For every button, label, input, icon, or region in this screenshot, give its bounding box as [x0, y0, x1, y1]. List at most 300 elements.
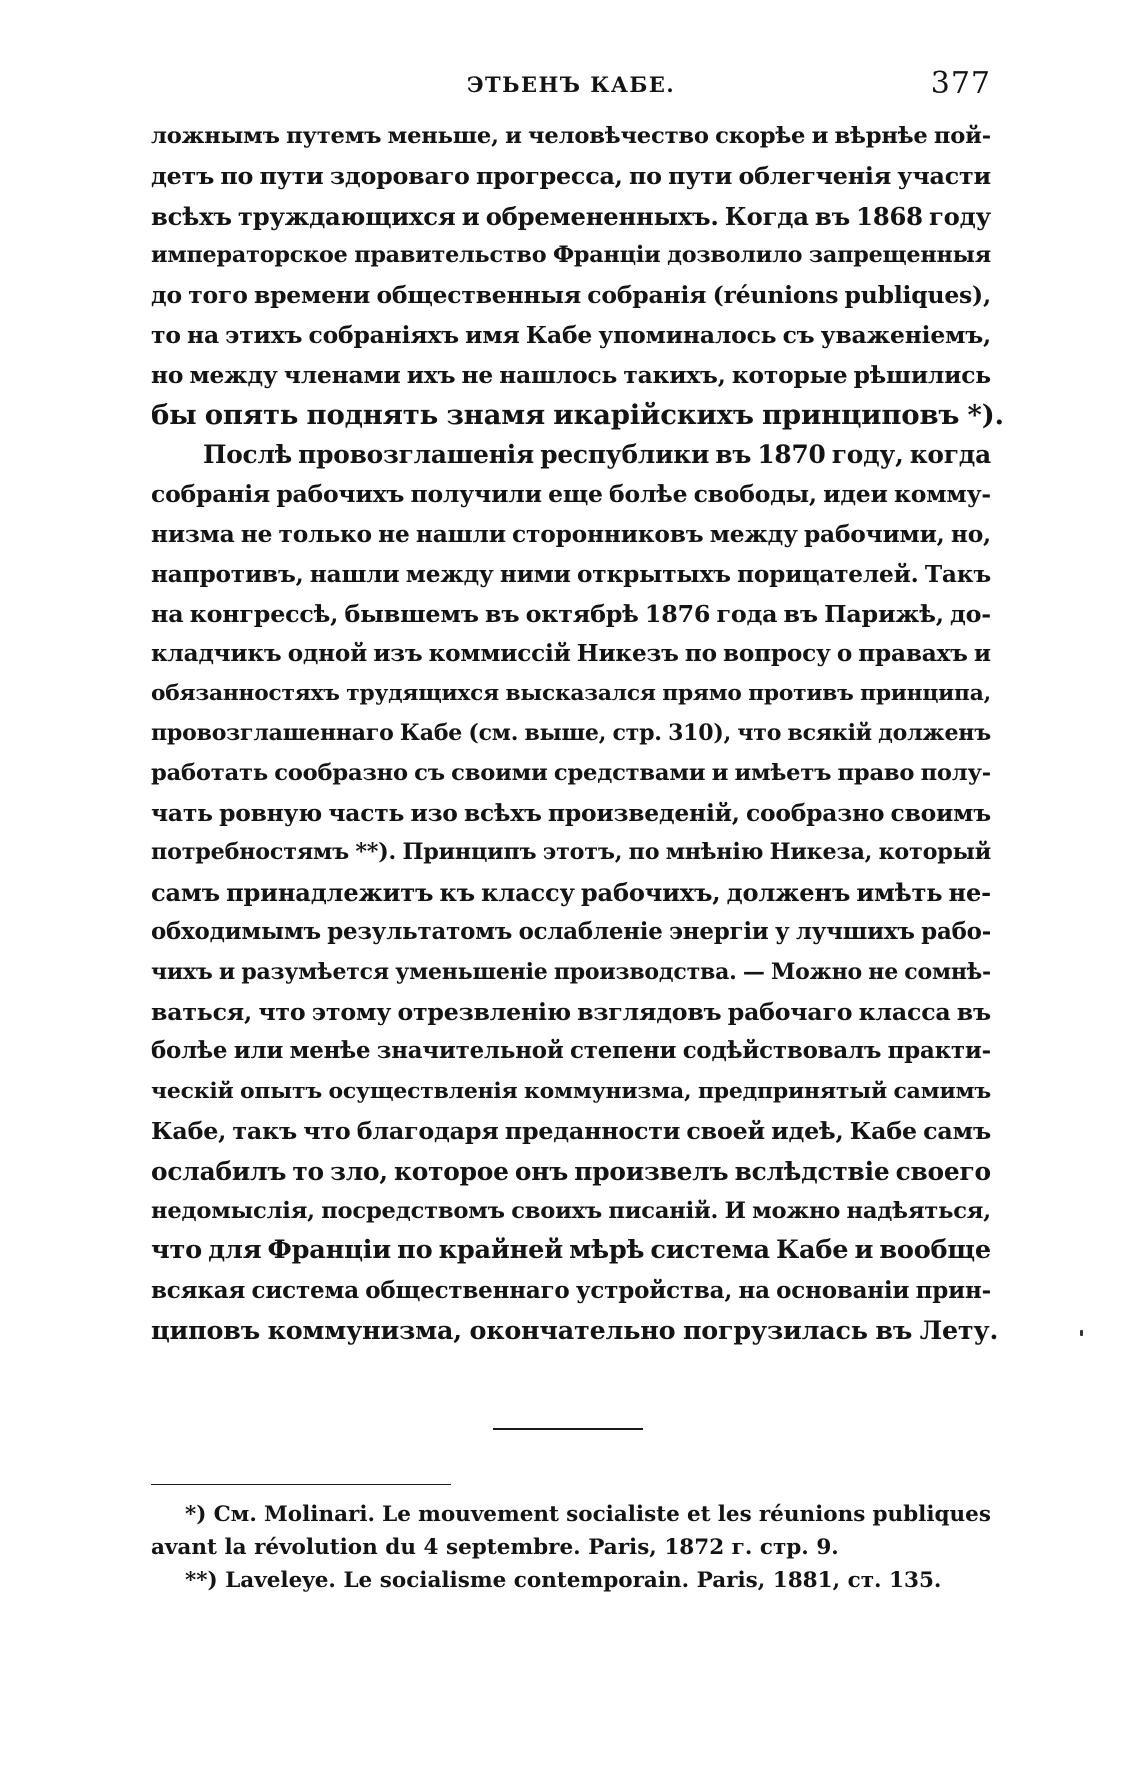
word: предпринятый [697, 1078, 888, 1105]
text-line [151, 1112, 991, 1152]
word: уменьшеніе [395, 958, 548, 985]
word: детъ [151, 161, 215, 190]
word: рабочаго [727, 997, 853, 1026]
word: обремененныхъ. [485, 201, 719, 231]
word: не [378, 520, 410, 548]
word: принадлежитъ [226, 878, 434, 908]
text-line [151, 794, 991, 834]
word: ческій [151, 1078, 234, 1105]
word: всѣхъ [463, 798, 542, 827]
word: ними [499, 560, 571, 588]
word: и [854, 1235, 874, 1266]
word: Кабе [525, 320, 593, 349]
word: право [837, 759, 915, 786]
word: того [188, 281, 248, 310]
text-line [151, 714, 991, 754]
text-line [151, 117, 991, 157]
word: посредствомъ [321, 1197, 505, 1224]
word: ослабилъ [151, 1156, 287, 1186]
word: одной [287, 640, 368, 668]
word: собранія [151, 480, 271, 509]
word: упоминалось [598, 320, 777, 349]
word: этихъ [225, 320, 303, 349]
word: долженъ [726, 878, 851, 908]
word: по [684, 640, 717, 668]
text-line [151, 674, 991, 714]
word: потребностямъ [151, 839, 350, 866]
word: система [251, 1277, 359, 1305]
word: мнѣнію [665, 839, 764, 866]
word: икарійскихъ [553, 398, 754, 431]
word: опытъ [239, 1078, 322, 1105]
text-line [151, 396, 1004, 436]
word: средствами [553, 759, 706, 786]
word: участи [897, 161, 991, 190]
running-title: ЭТЬЕНЪ КАБЕ. [466, 72, 676, 97]
section-end-rule [493, 1428, 643, 1430]
word: Никезъ [576, 640, 679, 668]
footnotes [151, 1498, 991, 1597]
word: система [650, 1235, 770, 1266]
word: скорѣе [715, 123, 806, 149]
word: Франціи [267, 1235, 392, 1266]
word: идеи [823, 480, 888, 509]
word: съ [782, 320, 815, 349]
word: осуществленія [328, 1078, 518, 1105]
text-line [151, 157, 991, 197]
word: такихъ, [623, 360, 726, 389]
word: въ [485, 599, 520, 628]
word: значительной [376, 1038, 564, 1065]
word: рабочими, [803, 520, 945, 548]
word: опять [204, 398, 299, 431]
word: вѣрнѣе [834, 123, 928, 149]
word: по [628, 839, 660, 866]
word: Le [382, 1502, 411, 1527]
word: contemporain. [513, 1568, 690, 1593]
word: идеѣ, [771, 1116, 844, 1145]
word: въ [783, 599, 818, 628]
word: socialiste [566, 1502, 680, 1527]
word: напротивъ, [151, 560, 304, 588]
text-line [151, 435, 991, 475]
word: 4 [423, 1535, 439, 1560]
word: по [220, 161, 254, 190]
word: получили [410, 480, 542, 509]
word: отрезвленію [397, 997, 571, 1026]
word: запрещенныя [808, 242, 991, 269]
word: полу- [920, 759, 991, 786]
text-line [151, 833, 991, 873]
word: года [716, 599, 778, 628]
word: императорское [151, 242, 348, 269]
word: Paris, [588, 1535, 657, 1560]
word: 9. [816, 1535, 839, 1560]
word: les [717, 1502, 752, 1527]
word: *). [967, 398, 1004, 431]
word: собраніяхъ [308, 320, 459, 349]
word: порицателей. [737, 560, 919, 588]
word: до- [950, 599, 991, 628]
word: съ [414, 759, 445, 786]
text-line [151, 873, 991, 913]
text-line [151, 595, 991, 635]
word: рабочихъ, [580, 878, 721, 908]
word: вслѣдствіе [734, 1156, 890, 1186]
word: 1868 [856, 201, 923, 231]
word: Принципъ [402, 839, 537, 866]
word: въ [956, 997, 991, 1026]
word: пой- [933, 123, 991, 149]
word: лучшихъ [795, 918, 915, 945]
word: сторонниковъ [512, 520, 704, 548]
word: между [189, 360, 278, 389]
word: республики [540, 440, 710, 470]
word: Кабе, [151, 1116, 227, 1145]
word: облегченія [738, 161, 892, 190]
word: крайней [438, 1235, 563, 1266]
word: такъ [232, 1116, 298, 1145]
word: но [151, 360, 184, 389]
word: болѣе [151, 1038, 228, 1065]
word: своего [895, 1156, 991, 1186]
word: имѣть [856, 878, 943, 908]
text-line [151, 1032, 991, 1072]
word: ваться, [151, 997, 253, 1026]
word: septembre. [445, 1535, 581, 1560]
word: самъ [151, 878, 220, 908]
word: не [240, 520, 273, 548]
word: году, [831, 440, 904, 470]
word: не- [948, 878, 991, 908]
word: прин- [915, 1277, 991, 1305]
word: поднять [306, 398, 439, 431]
word: принциповъ [761, 398, 960, 431]
word: ложнымъ [151, 123, 280, 149]
word: открытыхъ [577, 560, 731, 588]
word: своей [686, 1116, 765, 1145]
word: надѣяться, [846, 1197, 991, 1224]
word: результатомъ [327, 918, 513, 945]
word: степени [570, 1038, 677, 1065]
word: разумѣется [241, 958, 389, 985]
word: 1876 [644, 599, 711, 628]
word: самимъ [893, 1078, 991, 1105]
word: коммунизма, [524, 1078, 692, 1105]
text-line [151, 993, 991, 1033]
word: стр. [612, 719, 662, 746]
word: своими [451, 759, 548, 786]
word: по [397, 1235, 433, 1266]
word: См. [213, 1502, 257, 1527]
word: Кабе [776, 1235, 849, 1266]
word: между [405, 560, 494, 588]
word: изъ [373, 640, 423, 668]
word: (см. [468, 719, 519, 746]
text-line [151, 356, 991, 396]
word: конгрессѣ, [189, 599, 339, 628]
word: этотъ, [542, 839, 623, 866]
word: mouvement [418, 1502, 559, 1527]
word: правахъ [858, 640, 968, 668]
word: ровную [219, 798, 323, 827]
word: **). [355, 839, 397, 866]
word: сообразно [274, 759, 408, 786]
word: рабо- [921, 918, 991, 945]
word: изо [410, 798, 458, 827]
text-line [151, 913, 991, 953]
word: высказался [505, 681, 656, 707]
word: всякая [151, 1277, 246, 1305]
word: на [151, 599, 184, 628]
word: долженъ [878, 719, 991, 746]
word: для [208, 1235, 262, 1266]
word: publiques), [844, 281, 991, 310]
text-line [151, 1192, 991, 1232]
word: пути [668, 161, 733, 190]
word: или [233, 1038, 284, 1065]
word: обходимымъ [151, 918, 321, 945]
word: 310), [668, 719, 732, 746]
footnote-separator-rule [151, 1484, 451, 1485]
word: уваженіемъ, [820, 320, 991, 349]
word: réunions [758, 1502, 866, 1527]
word: и [973, 640, 991, 668]
word: нашли [309, 560, 400, 588]
word: чать [151, 798, 213, 827]
page-number: 377 [930, 66, 991, 101]
word: класса [858, 997, 951, 1026]
word: знамя [446, 398, 546, 431]
word: И [724, 1197, 746, 1224]
word: коммиссій [428, 640, 571, 668]
word: можно [752, 1197, 841, 1224]
word: на [738, 1277, 770, 1305]
word: пути [259, 161, 324, 190]
word: комму- [894, 480, 991, 509]
print-speck [1080, 1330, 1083, 1336]
word: общественныя [376, 281, 581, 310]
word: низма [151, 520, 235, 548]
word: собранія [587, 281, 707, 310]
word: рабочихъ [276, 480, 405, 509]
word: принципа, [860, 681, 991, 707]
word: трудящихся [346, 681, 499, 707]
word: 1870 [757, 440, 826, 470]
word: онъ [514, 1156, 569, 1186]
word: писаній. [608, 1197, 719, 1224]
word: который [878, 839, 991, 866]
text-line [151, 276, 991, 316]
text-line [151, 1231, 991, 1271]
word: et [686, 1502, 711, 1527]
word: когда [909, 440, 991, 470]
word: вопросу [723, 640, 831, 668]
word: du [385, 1535, 416, 1560]
word: выше, [524, 719, 607, 746]
word: самъ [923, 1116, 991, 1145]
word: имя [465, 320, 520, 349]
word: чихъ [151, 958, 213, 985]
word: — [742, 958, 765, 985]
word: 135. [889, 1568, 942, 1593]
word: еще [548, 480, 603, 509]
word: Франціи [552, 242, 661, 269]
word: менѣе [289, 1038, 371, 1065]
word: путемъ [286, 123, 382, 149]
word: Такъ [924, 560, 991, 588]
word: по [628, 161, 662, 190]
word: къ [439, 878, 475, 908]
word: членами [283, 360, 401, 389]
word: въ [814, 201, 850, 231]
word: энергіи [669, 918, 769, 945]
word: Le [343, 1568, 373, 1593]
word: прямо [662, 681, 742, 707]
word: содѣйствовалъ [682, 1038, 882, 1065]
text-line [151, 197, 991, 237]
word: ст. [847, 1568, 882, 1593]
word: кладчикъ [151, 640, 282, 668]
word: Кабе [849, 1116, 917, 1145]
word: основаніи [776, 1277, 910, 1305]
word: произвелъ [574, 1156, 729, 1186]
word: зло, [330, 1156, 388, 1186]
word: между [709, 520, 798, 548]
word: что [303, 1116, 351, 1145]
word: что [737, 719, 782, 746]
word: не [868, 958, 898, 985]
word: Molinari. [263, 1502, 376, 1527]
word: общественнаго [365, 1277, 570, 1305]
word: и [711, 759, 729, 786]
word: *) [185, 1502, 207, 1527]
word: прогресса, [475, 161, 623, 190]
word: Никеза, [769, 839, 873, 866]
word: благодаря [356, 1116, 499, 1145]
word: (réunions [712, 281, 839, 310]
word: рѣшились [853, 360, 991, 389]
word: недомыслія, [151, 1197, 315, 1224]
word: устройства, [575, 1277, 733, 1305]
word: и [505, 123, 522, 149]
word: своимъ [890, 798, 991, 827]
word: циповъ [151, 1314, 260, 1345]
word: преданности [504, 1116, 681, 1145]
word: бывшемъ [344, 599, 479, 628]
word: Лету. [919, 1314, 999, 1345]
word: произведеній, [547, 798, 740, 827]
word: Парижѣ, [824, 599, 944, 628]
word: и [218, 958, 236, 985]
body-text [151, 117, 1004, 1351]
word: ихъ [406, 360, 456, 389]
word: которые [731, 360, 848, 389]
word: socialisme [379, 1568, 507, 1593]
word: о [836, 640, 853, 668]
word: то [292, 1156, 324, 1186]
word: до [151, 281, 182, 310]
word: времени [253, 281, 371, 310]
word: и [461, 201, 480, 231]
word: ослабленіе [518, 918, 663, 945]
word: свободы, [693, 480, 817, 509]
text-line [151, 515, 991, 555]
word: révolution [254, 1535, 378, 1560]
word: г. [731, 1535, 753, 1560]
word: обязанностяхъ [151, 681, 340, 707]
text-line [151, 236, 991, 276]
word: и [811, 123, 829, 149]
text-line [151, 1271, 991, 1311]
footnote-line [151, 1531, 991, 1564]
word: вообще [879, 1235, 991, 1266]
text-line [151, 634, 991, 674]
text-line [151, 953, 991, 993]
text-line [151, 475, 991, 515]
word: 1872 [664, 1535, 725, 1560]
word: октябрѣ [525, 599, 639, 628]
word: на [186, 320, 219, 349]
word: здороваго [329, 161, 470, 190]
word: что [151, 1235, 202, 1266]
text-line [151, 1311, 999, 1351]
word: дозволило [667, 242, 803, 269]
word: Paris, [696, 1568, 766, 1593]
word: Можно [770, 958, 863, 985]
word: бы [151, 398, 197, 431]
word: правительство [354, 242, 547, 269]
word: году [929, 201, 991, 231]
word: этому [311, 997, 392, 1026]
text-line [151, 555, 991, 595]
word: работать [151, 759, 268, 786]
word: взглядовъ [577, 997, 722, 1026]
text-line [151, 1072, 991, 1112]
word: Когда [724, 201, 809, 231]
word: всѣхъ [151, 201, 232, 231]
word: мѣрѣ [569, 1235, 645, 1266]
word: avant [151, 1535, 217, 1560]
word: болѣе [609, 480, 688, 509]
word: классу [481, 878, 575, 908]
word: **) [185, 1568, 218, 1593]
word: которое [393, 1156, 509, 1186]
word: стр. [759, 1535, 809, 1560]
word: окончательно [469, 1314, 676, 1345]
word: Laveleye. [225, 1568, 336, 1593]
word: сомнѣ- [904, 958, 991, 985]
word: сообразно [745, 798, 885, 827]
word: всякій [787, 719, 872, 746]
word: la [224, 1535, 247, 1560]
word: своихъ [511, 1197, 603, 1224]
text-line [151, 1152, 991, 1192]
word: 1881, [772, 1568, 841, 1593]
word: человѣчество [528, 123, 709, 149]
word: практи- [887, 1038, 991, 1065]
word: нашлось [499, 360, 618, 389]
word: у [775, 918, 790, 945]
word: но, [950, 520, 991, 548]
word: коммунизма, [267, 1314, 462, 1345]
word: производства. [553, 958, 737, 985]
text-line [151, 754, 991, 794]
word: провозглашеннаго [151, 719, 394, 746]
running-head [151, 66, 991, 100]
text-line [151, 316, 991, 356]
word: что [258, 997, 306, 1026]
